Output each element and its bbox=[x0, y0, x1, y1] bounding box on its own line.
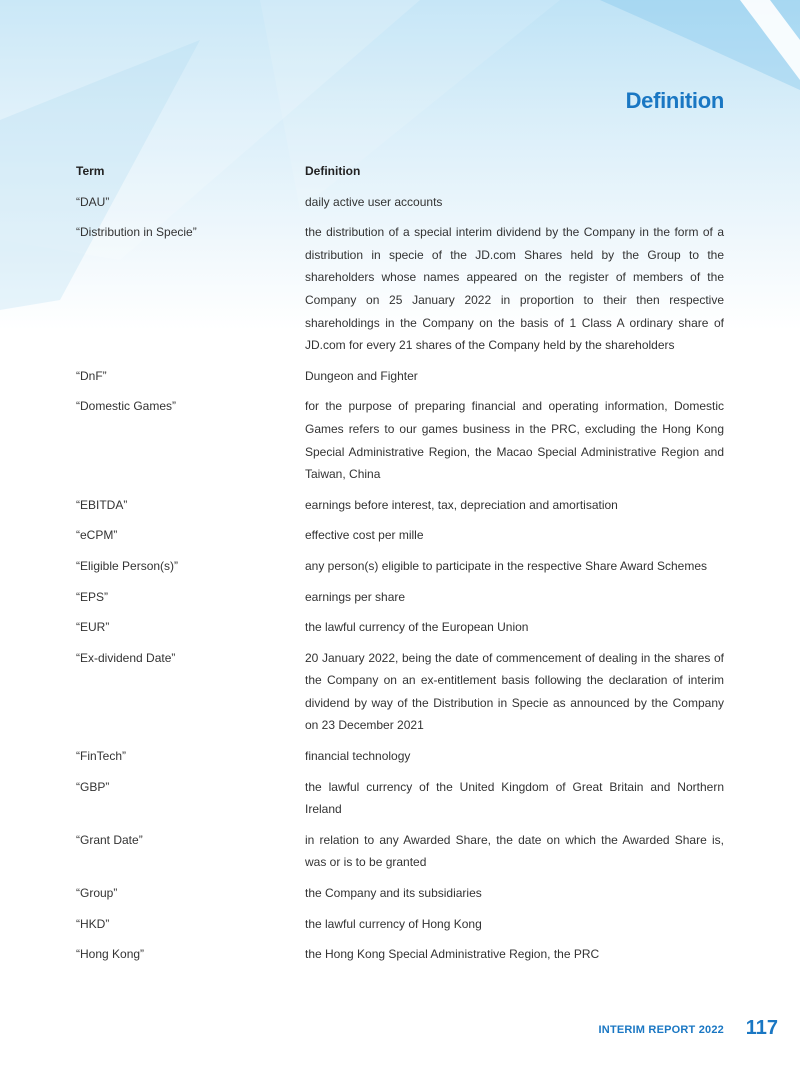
table-row bbox=[76, 365, 724, 388]
table-row bbox=[76, 882, 724, 905]
term-cell: “Ex-dividend Date” bbox=[76, 650, 176, 665]
definition-column-header: Definition bbox=[305, 164, 361, 178]
term-cell: “EPS” bbox=[76, 589, 109, 604]
page-title: Definition bbox=[625, 88, 724, 113]
definition-cell: financial technology bbox=[305, 749, 411, 764]
term-cell: “EBITDA” bbox=[76, 497, 128, 512]
table-row bbox=[76, 745, 724, 768]
term-cell: “Grant Date” bbox=[76, 832, 143, 847]
definition-cell: the Company and its subsidiaries bbox=[305, 886, 482, 901]
definition-cell: the lawful currency of the United Kingdom of Great Britain and Northern Ireland bbox=[305, 779, 724, 817]
table-row bbox=[76, 616, 724, 639]
definition-cell: the lawful currency of Hong Kong bbox=[305, 916, 482, 931]
definition-cell: for the purpose of preparing financial and operating information, Domestic Games refers to our games business in the PRC, excluding the Hong Kong Special Administrative Region, the Macao Special Administrative Region and Taiwan, China bbox=[305, 399, 724, 482]
definition-cell: the distribution of a special interim dividend by the Company in the form of a distribution in specie of the JD.com Shares held by the Group to the shareholders whose names appeared on the register of members of the Company on 25 January 2022 in proportion to their then respective shareholdings in the Company on the basis of 1 Class A ordinary share of JD.com for every 21 shares of the Company held by the shareholders bbox=[305, 225, 724, 353]
definition-cell: Dungeon and Fighter bbox=[305, 368, 418, 383]
term-cell: “eCPM” bbox=[76, 528, 118, 543]
definition-table bbox=[76, 160, 724, 974]
table-row bbox=[76, 913, 724, 936]
definition-cell: 20 January 2022, being the date of commencement of dealing in the shares of the Company on an ex-entitlement basis following the declaration of interim dividend by way of the Distribution in Specie as announced by the Company on 23 December 2021 bbox=[305, 650, 724, 733]
table-row bbox=[76, 221, 724, 357]
table-row bbox=[76, 191, 724, 214]
definition-cell: any person(s) eligible to participate in the respective Share Award Schemes bbox=[305, 558, 707, 573]
term-cell: “EUR” bbox=[76, 620, 110, 635]
term-cell: “DnF” bbox=[76, 368, 107, 383]
table-row bbox=[76, 776, 724, 821]
definition-cell: earnings before interest, tax, depreciation and amortisation bbox=[305, 497, 618, 512]
definition-cell: the Hong Kong Special Administrative Region, the PRC bbox=[305, 947, 600, 962]
table-row bbox=[76, 555, 724, 578]
page-number: 117 bbox=[745, 1017, 778, 1039]
definition-cell: the lawful currency of the European Union bbox=[305, 620, 529, 635]
term-cell: “Domestic Games” bbox=[76, 399, 177, 414]
term-cell: “Hong Kong” bbox=[76, 947, 145, 962]
table-row bbox=[76, 829, 724, 874]
definition-cell: earnings per share bbox=[305, 589, 406, 604]
term-column-header: Term bbox=[76, 164, 105, 178]
term-cell: “Distribution in Specie” bbox=[76, 225, 197, 240]
definition-cell: in relation to any Awarded Share, the date on which the Awarded Share is, was or is to be granted bbox=[305, 832, 724, 870]
definition-cell: daily active user accounts bbox=[305, 194, 443, 209]
definition-cell: effective cost per mille bbox=[305, 528, 424, 543]
term-cell: “GBP” bbox=[76, 779, 110, 794]
term-cell: “Eligible Person(s)” bbox=[76, 558, 179, 573]
table-row bbox=[76, 395, 724, 485]
table-row bbox=[76, 586, 724, 609]
table-row bbox=[76, 494, 724, 517]
report-label: INTERIM REPORT 2022 bbox=[598, 1024, 724, 1036]
term-cell: “DAU” bbox=[76, 194, 110, 209]
term-cell: “HKD” bbox=[76, 916, 110, 931]
term-cell: “Group” bbox=[76, 886, 118, 901]
table-row bbox=[76, 647, 724, 737]
table-header-row bbox=[76, 160, 724, 183]
table-row bbox=[76, 943, 724, 966]
table-row bbox=[76, 524, 724, 547]
term-cell: “FinTech” bbox=[76, 749, 127, 764]
